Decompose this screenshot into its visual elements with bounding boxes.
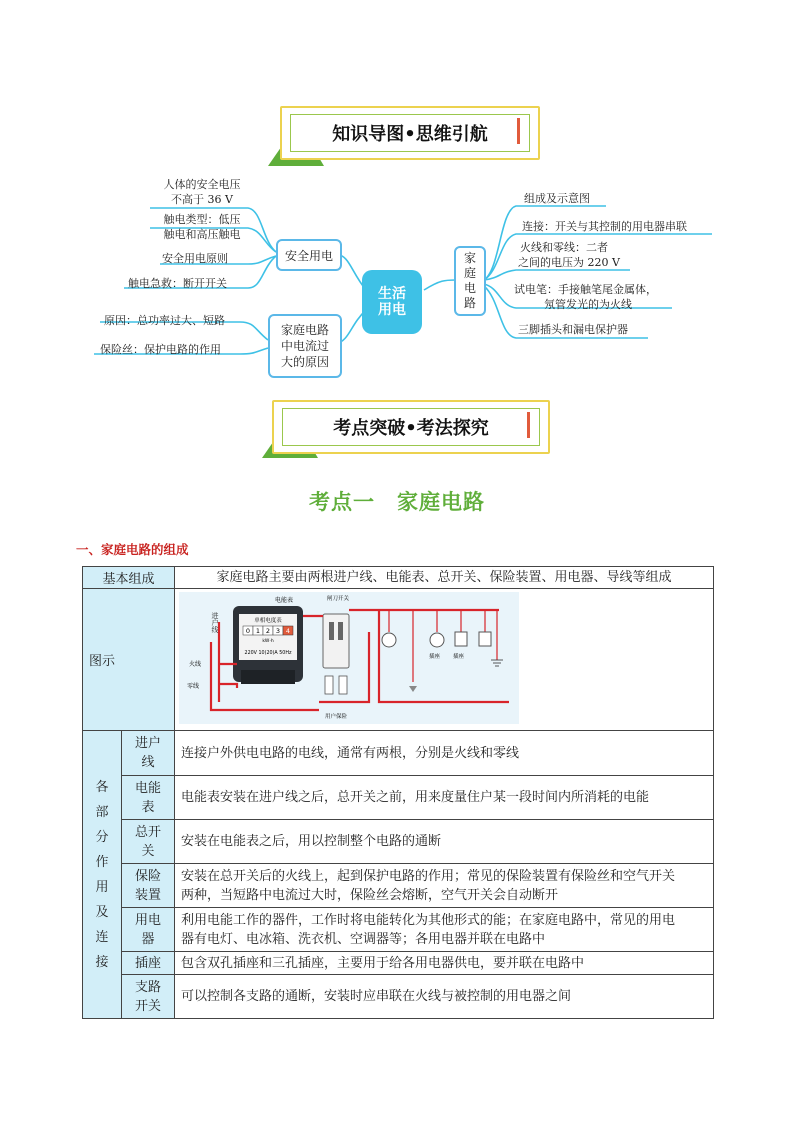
row-content: [175, 952, 714, 975]
row-label: [122, 952, 175, 975]
table-row: [83, 952, 714, 975]
label-line: 开关: [134, 998, 161, 1014]
row-label: [122, 776, 175, 820]
meter-label: 电能表: [275, 596, 294, 604]
composition-table: [82, 566, 714, 1019]
switch-blade: [338, 622, 343, 640]
content-line: 安装在电能表之后，用以控制整个电路的通断: [181, 834, 442, 849]
fuse: [325, 676, 333, 694]
circuit-diagram: [179, 592, 519, 724]
banner-accent-bar: [517, 118, 520, 144]
leaf-line: 之间的电压为 220 V: [518, 256, 620, 269]
leaf-line: 触电和高压触电: [163, 228, 241, 241]
leaf-first-aid: 触电急救：断开开关: [128, 277, 227, 290]
row-content: [175, 908, 714, 952]
branch-overcurrent-causes: [268, 314, 342, 378]
lamp-icon: [430, 633, 444, 647]
group-char: 接: [95, 954, 109, 970]
table-row: [83, 731, 714, 776]
content-line: 包含双孔插座和三孔插座，主要用于给各用电器供电，要并联在电路中: [181, 955, 585, 971]
content-line: 电能表安装在进户线之后，总开关之前，用来度量住户某一段时间内所消耗的电能: [181, 790, 650, 805]
label-line: 装置: [134, 887, 161, 903]
lamp-icon: [382, 633, 396, 647]
banner-knowledge-map: [280, 106, 540, 160]
diagram-cell: [175, 589, 714, 731]
group-char: 各: [95, 779, 109, 795]
row-content: [175, 731, 714, 776]
leaf-composition: 组成及示意图: [524, 192, 590, 205]
branch-label: 安全用电: [284, 248, 333, 263]
meter-title: 单相电度表: [254, 617, 282, 624]
leaf-line: 人体的安全电压: [163, 178, 241, 191]
leaf-connection: 连接：开关与其控制的用电器串联: [522, 220, 687, 233]
label-line: 插座: [134, 955, 161, 971]
switch-blade: [329, 622, 334, 640]
fuse: [339, 676, 347, 694]
row-label: [122, 975, 175, 1019]
table-row: [83, 820, 714, 864]
center-line-1: 生活: [378, 286, 406, 302]
branch-char: 庭: [463, 266, 476, 280]
row-content: [175, 776, 714, 820]
group-char: 及: [95, 904, 109, 920]
switch-label: 闸刀开关: [327, 595, 350, 602]
row-label: [122, 820, 175, 864]
banner-exam-points: [272, 400, 550, 454]
leaf-line: 氖管发光的为火线: [544, 298, 632, 311]
leaf-line: 触电类型：低压: [163, 213, 241, 226]
leaf-live-neutral: [518, 240, 620, 270]
content-line: 安装在总开关后的火线上，起到保护电路的作用；常见的保险装置有保险丝和空气开关: [181, 868, 676, 884]
label-line: 器: [141, 931, 155, 947]
row-label: 基本组成: [83, 567, 175, 589]
table-row: [83, 567, 714, 589]
branch-line: 大的原因: [280, 355, 329, 369]
leaf-safety-principle: 安全用电原则: [162, 252, 228, 265]
label-line: 总开: [134, 824, 161, 840]
banner-accent-bar: [527, 412, 530, 438]
meter-digit: 1: [255, 626, 261, 635]
row-label: 图示: [83, 589, 175, 731]
content-line: 利用电能工作的器件，工作时将电能转化为其他形式的能；在家庭电路中，常见的用电: [181, 912, 676, 928]
table-row: [83, 908, 714, 952]
table-row: [83, 975, 714, 1019]
socket-label: 插座: [453, 653, 465, 660]
banner-title: 考点突破•考法探究: [282, 408, 540, 446]
banner-title: 知识导图•思维引航: [290, 114, 530, 152]
label-line: 用电: [134, 912, 161, 928]
leaf-line: 不高于 36 V: [171, 193, 233, 206]
section-title: 考点一 家庭电路: [309, 490, 485, 514]
branch-line: 家庭电路: [280, 323, 329, 337]
leaf-fuse: 保险丝：保护电路的作用: [100, 343, 221, 356]
leaf-three-pin: 三脚插头和漏电保护器: [518, 323, 628, 336]
meter-digit: 3: [275, 626, 281, 635]
group-char: 部: [95, 804, 109, 820]
label-line: 线: [141, 755, 155, 770]
branch-char: 家: [463, 251, 476, 265]
row-content: [175, 820, 714, 864]
group-char: 分: [95, 829, 109, 845]
meter-digits: [243, 626, 293, 635]
meter-digit: 4: [285, 626, 291, 635]
socket-icon: [479, 632, 491, 646]
row-label: [122, 731, 175, 776]
meter-terminal: [241, 670, 295, 684]
meter-spec: 220V 10(20)A 50Hz: [244, 650, 292, 656]
branch-char: 路: [463, 296, 476, 310]
leaf-line: 试电笔：手接触笔尾金属体，: [514, 283, 657, 296]
meter-unit: kW·h: [262, 638, 274, 644]
row-label: [122, 908, 175, 952]
meter-digit: 2: [265, 626, 271, 635]
table-row: [83, 864, 714, 908]
inlet-label: 进户线: [211, 611, 219, 633]
branch-safe-electricity: [276, 239, 342, 271]
mindmap-center-node: [362, 270, 422, 334]
leaf-line: 火线和零线：二者: [520, 241, 608, 254]
subsection-heading: 一、家庭电路的组成: [76, 542, 189, 557]
table-row: [83, 776, 714, 820]
meter-digit: 0: [245, 626, 251, 635]
table-row: [83, 589, 714, 731]
content-line: 可以控制各支路的通断，安装时应串联在火线与被控制的用电器之间: [181, 989, 572, 1004]
group-label: [83, 731, 122, 1019]
group-char: 连: [95, 929, 109, 945]
group-char: 用: [95, 879, 109, 895]
branch-line: 中电流过: [280, 339, 329, 353]
neutral-label: 零线: [187, 682, 200, 690]
row-label: [122, 864, 175, 908]
label-line: 电能: [134, 780, 161, 796]
fuse-label: 用户保险: [325, 713, 348, 720]
center-line-2: 用电: [378, 302, 406, 318]
content-line: 器有电灯、电冰箱、洗衣机、空调器等；各用电器并联在电路中: [181, 931, 546, 947]
label-line: 表: [141, 799, 155, 815]
socket-label: 插座: [429, 653, 441, 660]
branch-home-circuit: [454, 246, 486, 316]
row-content: [175, 864, 714, 908]
branch-char: 电: [463, 281, 476, 295]
leaf-test-pen: [514, 282, 657, 312]
leaf-cause: 原因：总功率过大、短路: [104, 314, 225, 327]
label-line: 进户: [134, 736, 161, 751]
label-line: 支路: [134, 979, 161, 995]
content-line: 连接户外供电电路的电线，通常有两根，分别是火线和零线: [181, 745, 520, 761]
leaf-shock-types: [152, 212, 252, 242]
label-line: 保险: [134, 868, 161, 884]
live-label: 火线: [189, 660, 202, 668]
socket-icon: [455, 632, 467, 646]
knife-switch: [323, 614, 349, 668]
group-char: 作: [95, 854, 109, 870]
label-line: 关: [141, 843, 155, 859]
leaf-safe-voltage: [154, 177, 250, 207]
content-line: 两种，当短路中电流过大时，保险丝会熔断，空气开关会自动断开: [181, 887, 559, 903]
row-content: 家庭电路主要由两根进户线、电能表、总开关、保险装置、用电器、导线等组成: [175, 567, 714, 589]
row-content: [175, 975, 714, 1019]
